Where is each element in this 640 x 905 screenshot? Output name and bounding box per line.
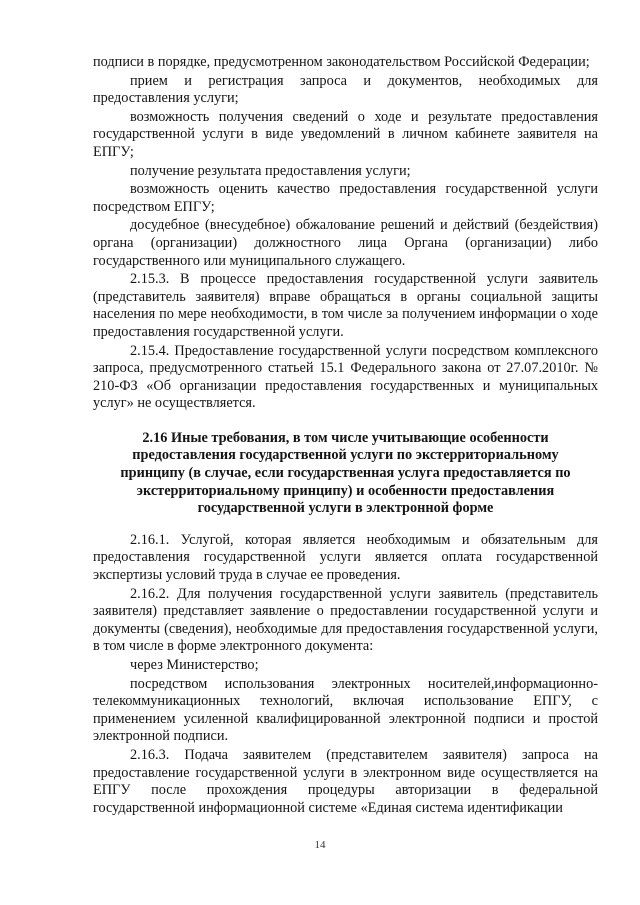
page-number: 14 bbox=[314, 839, 326, 851]
paragraph: 2.16.2. Для получения государственной услуги заявитель (представитель заявителя) представляет заявление о предоставлении государственной услуги и документы (сведения), необходимые для предоставления государственной услуги, в том числе в форме электронного документа: bbox=[93, 585, 598, 655]
paragraph: 2.15.3. В процессе предоставления государственной услуги заявитель (представитель заявителя) вправе обращаться в органы социальной защиты населения по мере необходимости, в том числе за получением информации о ходе предоставления государственной услуги. bbox=[93, 271, 598, 340]
paragraph: возможность получения сведений о ходе и результате предоставления государственной услуги в виде уведомлений в личном кабинете заявителя на ЕПГУ; bbox=[93, 108, 598, 160]
paragraph: посредством использования электронных носителей,информационно-телекоммуникационных технологий, включая использование ЕПГУ, с применением усиленной квалифицированной электронной подписи и простой электронной подписи. bbox=[93, 675, 598, 745]
paragraph: возможность оценить качество предоставления государственной услуги посредством ЕПГУ; bbox=[93, 181, 598, 215]
paragraph: 2.16.1. Услугой, которая является необходимым и обязательным для предоставления государственной услуги является оплата государственной экспертизы условий труда в случае ее проведения. bbox=[93, 531, 598, 584]
paragraph: подписи в порядке, предусмотренном законодательством Российской Федерации; bbox=[93, 54, 590, 70]
paragraph: через Министерство; bbox=[130, 657, 259, 673]
paragraph: 2.16.3. Подача заявителем (представителем заявителя) запроса на предоставление государственной услуги в электронном виде осуществляется на ЕПГУ после прохождения процедуры авторизации в федеральной государственной информационной системе «Единая система идентификации bbox=[93, 746, 598, 816]
paragraph: досудебное (внесудебное) обжалование решений и действий (бездействия) органа (организации) должностного лица Органа (организации) либо государственного или муниципального служащего. bbox=[93, 217, 598, 269]
paragraph: прием и регистрация запроса и документов, необходимых для предоставления услуги; bbox=[93, 72, 598, 107]
paragraph: получение результата предоставления услуги; bbox=[130, 162, 411, 179]
paragraph: 2.15.4. Предоставление государственной услуги посредством комплексного запроса, предусмотренного статьей 15.1 Федерального закона от 27.07.2010г. № 210-ФЗ «Об организации предоставления государственных и муниципальных услуг» не осуществляется. bbox=[93, 342, 598, 412]
section-heading: 2.16 Иные требования, в том числе учитывающие особенности предоставления государственной услуги по экстерриториальному принципу (в случае, если государственная услуга предоставляется по экстерриториальному принципу) и особенности предоставления государственной услуги в электронной форме bbox=[120, 429, 571, 517]
document-page bbox=[93, 54, 598, 818]
